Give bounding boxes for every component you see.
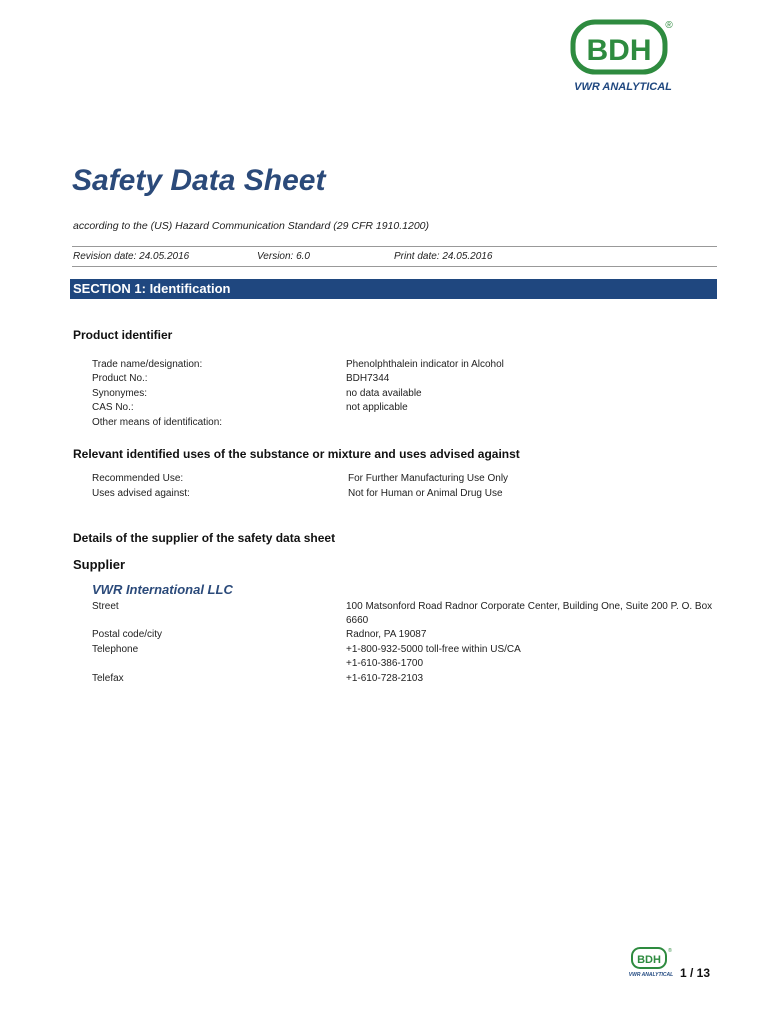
other-means-label: Other means of identification:	[92, 417, 223, 428]
telephone-label: Telephone	[92, 644, 139, 655]
footer-logo-brand: BDH	[637, 954, 661, 966]
postal-value: Radnor, PA 19087	[346, 629, 427, 640]
page-number: 1 / 13	[680, 966, 711, 980]
synonymes-label: Synonymes:	[92, 388, 148, 399]
registered-mark: ®	[665, 20, 673, 31]
logo-brand: BDH	[586, 34, 652, 67]
telefax-value: +1-610-728-2103	[346, 673, 424, 684]
supplier-heading: Supplier	[73, 557, 126, 572]
footer-registered-mark: ®	[668, 948, 672, 954]
recommended-use-label: Recommended Use:	[92, 473, 184, 484]
uses-advised-against-label: Uses advised against:	[92, 488, 190, 499]
company-name: VWR International LLC	[92, 582, 233, 597]
trade-name-label: Trade name/designation:	[92, 359, 203, 370]
uses-advised-against-value: Not for Human or Animal Drug Use	[348, 488, 503, 499]
telephone-value-2: +1-610-386-1700	[346, 658, 424, 669]
street-value: 100 Matsonford Road Radnor Corporate Center, Building One, Suite 200 P. O. Box 6660	[346, 601, 713, 626]
print-date: Print date: 24.05.2016	[394, 251, 493, 262]
revision-date: Revision date: 24.05.2016	[73, 251, 190, 262]
product-no-label: Product No.:	[92, 373, 148, 384]
cas-no-label: CAS No.:	[92, 402, 134, 413]
recommended-use-value: For Further Manufacturing Use Only	[348, 473, 509, 484]
divider-bottom	[72, 266, 717, 267]
synonymes-value: no data available	[346, 388, 422, 399]
street-label: Street	[92, 601, 119, 612]
product-no-value: BDH7344	[346, 373, 390, 384]
version: Version: 6.0	[257, 251, 310, 262]
logo-tagline: VWR ANALYTICAL	[574, 81, 672, 93]
product-identifier-heading: Product identifier	[73, 328, 173, 342]
page-title: Safety Data Sheet	[72, 164, 326, 197]
footer-logo-tagline: VWR ANALYTICAL	[628, 972, 674, 978]
trade-name-value: Phenolphthalein indicator in Alcohol	[346, 359, 504, 370]
bdh-logo	[563, 16, 681, 96]
divider-top	[72, 246, 717, 247]
section-1-header	[70, 279, 717, 299]
postal-label: Postal code/city	[92, 629, 163, 640]
telefax-label: Telefax	[92, 673, 124, 684]
uses-heading: Relevant identified uses of the substance or mixture and uses advised against	[73, 447, 520, 461]
standard-subtitle: according to the (US) Hazard Communication Standard (29 CFR 1910.1200)	[73, 220, 430, 232]
bdh-footer-logo	[628, 946, 674, 978]
supplier-details-heading: Details of the supplier of the safety data sheet	[73, 531, 336, 545]
telephone-value-1: +1-800-932-5000 toll-free within US/CA	[346, 644, 521, 655]
cas-no-value: not applicable	[346, 402, 408, 413]
section-title: SECTION 1: Identification	[73, 281, 231, 296]
